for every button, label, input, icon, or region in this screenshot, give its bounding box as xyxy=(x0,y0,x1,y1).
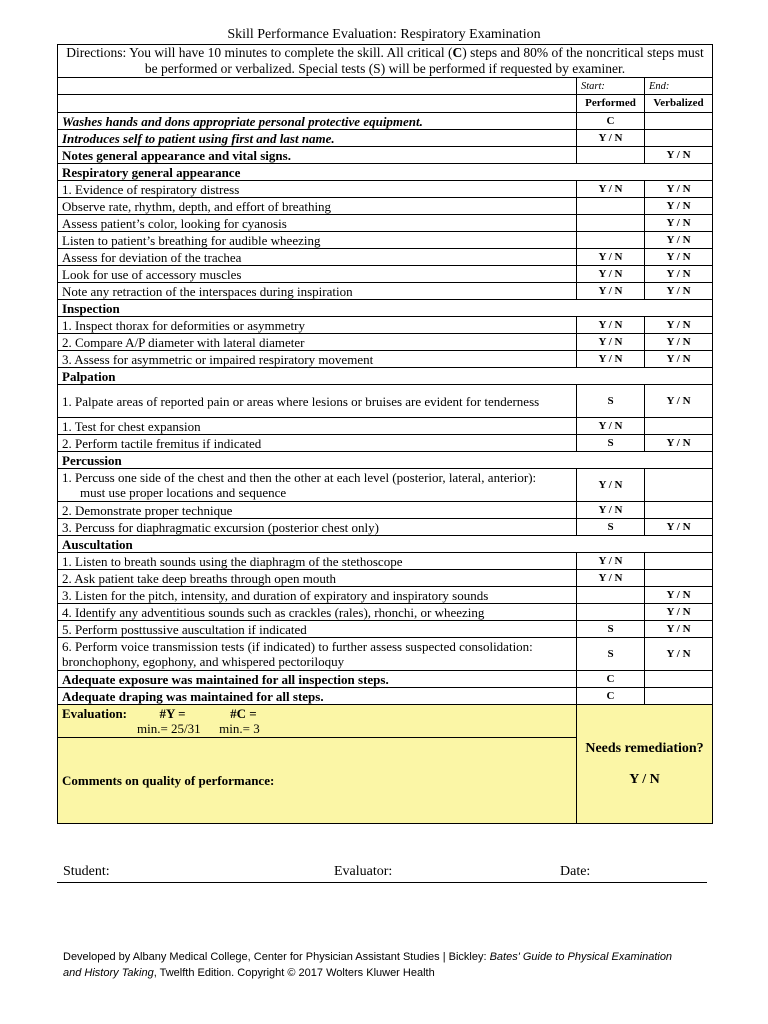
performed-cell[interactable] xyxy=(577,232,645,249)
performed-cell[interactable]: C xyxy=(577,113,645,130)
step-text: Notes general appearance and vital signs. xyxy=(58,147,577,164)
step-text: 1. Percuss one side of the chest and then the other at each level (posterior, lateral, anterior): must use proper locations and sequence xyxy=(58,469,577,502)
section-title: Inspection xyxy=(58,300,713,317)
step-text: 2. Demonstrate proper technique xyxy=(58,502,577,519)
performed-cell[interactable]: Y / N xyxy=(577,418,645,435)
performed-cell[interactable]: Y / N xyxy=(577,334,645,351)
table-row xyxy=(58,519,713,536)
end-label: End: xyxy=(645,78,713,95)
table-row xyxy=(58,317,713,334)
verbalized-cell[interactable]: Y / N xyxy=(645,249,713,266)
table-row xyxy=(58,385,713,418)
performed-cell[interactable]: Y / N xyxy=(577,249,645,266)
performed-cell[interactable]: C xyxy=(577,671,645,688)
performed-cell[interactable]: S xyxy=(577,385,645,418)
table-row xyxy=(58,249,713,266)
step-text: 1. Palpate areas of reported pain or areas where lesions or bruises are evident for tenderness xyxy=(58,385,577,418)
performed-cell[interactable]: Y / N xyxy=(577,283,645,300)
section-title: Auscultation xyxy=(58,536,713,553)
performed-cell[interactable]: Y / N xyxy=(577,266,645,283)
performed-cell[interactable] xyxy=(577,587,645,604)
verbalized-cell[interactable] xyxy=(645,418,713,435)
step-text: 3. Assess for asymmetric or impaired respiratory movement xyxy=(58,351,577,368)
comments-label: Comments on quality of performance: xyxy=(62,773,275,788)
table-row xyxy=(58,553,713,570)
verbalized-cell[interactable]: Y / N xyxy=(645,266,713,283)
verbalized-cell[interactable]: Y / N xyxy=(645,351,713,368)
step-text: Listen to patient’s breathing for audible wheezing xyxy=(58,232,577,249)
directions-row xyxy=(58,45,713,78)
student-label: Student: xyxy=(63,864,110,879)
verbalized-cell[interactable]: Y / N xyxy=(645,435,713,452)
performed-cell[interactable] xyxy=(577,198,645,215)
performed-cell[interactable]: C xyxy=(577,688,645,705)
verbalized-cell[interactable] xyxy=(645,469,713,502)
table-row xyxy=(58,638,713,671)
performed-cell[interactable]: S xyxy=(577,638,645,671)
step-text: 1. Inspect thorax for deformities or asymmetry xyxy=(58,317,577,334)
performed-cell[interactable]: S xyxy=(577,435,645,452)
table-row xyxy=(58,469,713,502)
table-row xyxy=(58,334,713,351)
table-row xyxy=(58,215,713,232)
verbalized-cell[interactable] xyxy=(645,671,713,688)
performed-cell[interactable]: S xyxy=(577,519,645,536)
section-header-row xyxy=(58,300,713,317)
table-row xyxy=(58,147,713,164)
verbalized-cell[interactable] xyxy=(645,113,713,130)
performed-cell[interactable]: S xyxy=(577,621,645,638)
step-text: 4. Identify any adventitious sounds such as crackles (rales), rhonchi, or wheezing xyxy=(58,604,577,621)
section-title: Respiratory general appearance xyxy=(58,164,713,181)
table-row xyxy=(58,671,713,688)
verbalized-cell[interactable] xyxy=(645,570,713,587)
step-text: Adequate draping was maintained for all steps. xyxy=(58,688,577,705)
verbalized-cell[interactable]: Y / N xyxy=(645,519,713,536)
verbalized-cell[interactable]: Y / N xyxy=(645,317,713,334)
step-text: 3. Percuss for diaphragmatic excursion (posterior chest only) xyxy=(58,519,577,536)
verbalized-cell[interactable] xyxy=(645,502,713,519)
verbalized-cell[interactable] xyxy=(645,130,713,147)
verbalized-cell[interactable]: Y / N xyxy=(645,604,713,621)
comments-cell[interactable] xyxy=(58,738,577,824)
performed-cell[interactable] xyxy=(577,215,645,232)
remediation-value[interactable]: Y / N xyxy=(629,772,660,787)
table-row xyxy=(58,621,713,638)
table-row xyxy=(58,418,713,435)
verbalized-cell[interactable] xyxy=(645,553,713,570)
min-c-value: min.= 3 xyxy=(219,721,260,736)
signature-line xyxy=(57,882,707,883)
step-text: Introduces self to patient using first and last name. xyxy=(58,130,577,147)
performed-header: Performed xyxy=(577,95,645,113)
evaluation-cell[interactable] xyxy=(58,705,577,738)
section-title: Percussion xyxy=(58,452,713,469)
table-row xyxy=(58,502,713,519)
step-text: Washes hands and dons appropriate personal protective equipment. xyxy=(58,113,577,130)
evaluator-label: Evaluator: xyxy=(334,864,393,879)
directions: Directions: You will have 10 minutes to complete the skill. All critical (C) steps and 80% of the noncritical steps must be performed or verbalized. Special tests (S) will be performed if requested by examiner. xyxy=(58,45,713,78)
section-header-row xyxy=(58,368,713,385)
step-text: Observe rate, rhythm, depth, and effort of breathing xyxy=(58,198,577,215)
y-count-label: #Y = xyxy=(159,706,186,721)
evaluation-table xyxy=(57,44,713,824)
performed-cell[interactable]: Y / N xyxy=(577,130,645,147)
step-text: 1. Evidence of respiratory distress xyxy=(58,181,577,198)
table-row xyxy=(58,435,713,452)
section-header-row xyxy=(58,536,713,553)
c-count-label: #C = xyxy=(230,706,257,721)
step-text: 1. Test for chest expansion xyxy=(58,418,577,435)
section-header-row xyxy=(58,164,713,181)
section-header-row xyxy=(58,452,713,469)
verbalized-cell[interactable]: Y / N xyxy=(645,587,713,604)
table-row xyxy=(58,232,713,249)
step-text: 2. Compare A/P diameter with lateral diameter xyxy=(58,334,577,351)
performed-cell[interactable] xyxy=(577,604,645,621)
footer-credit: Developed by Albany Medical College, Center for Physician Assistant Studies | Bickley: Bates' Guide to Physical Examination and History Taking, Twelfth Edition. Copyright © 2017 Wolters Kluwer Health xyxy=(63,951,673,979)
verbalized-cell[interactable]: Y / N xyxy=(645,621,713,638)
verbalized-cell[interactable]: Y / N xyxy=(645,334,713,351)
table-row xyxy=(58,570,713,587)
table-row xyxy=(58,604,713,621)
min-y-value: min.= 25/31 xyxy=(137,721,201,736)
performed-cell[interactable]: Y / N xyxy=(577,351,645,368)
section-title: Palpation xyxy=(58,368,713,385)
verbalized-cell[interactable]: Y / N xyxy=(645,385,713,418)
step-text: 1. Listen to breath sounds using the diaphragm of the stethoscope xyxy=(58,553,577,570)
needs-remediation-label: Needs remediation? xyxy=(585,741,704,756)
column-header-row xyxy=(58,95,713,113)
table-row xyxy=(58,587,713,604)
start-label: Start: xyxy=(577,78,645,95)
date-label: Date: xyxy=(560,864,591,879)
verbalized-cell[interactable]: Y / N xyxy=(645,638,713,671)
performed-cell[interactable]: Y / N xyxy=(577,553,645,570)
step-text: Adequate exposure was maintained for all inspection steps. xyxy=(58,671,577,688)
performed-cell[interactable]: Y / N xyxy=(577,317,645,334)
step-text: 5. Perform posttussive auscultation if indicated xyxy=(58,621,577,638)
table-row xyxy=(58,283,713,300)
verbalized-header: Verbalized xyxy=(645,95,713,113)
table-row xyxy=(58,198,713,215)
needs-remediation-cell[interactable] xyxy=(577,705,713,824)
step-text: Look for use of accessory muscles xyxy=(58,266,577,283)
performed-cell[interactable]: Y / N xyxy=(577,570,645,587)
verbalized-cell[interactable]: Y / N xyxy=(645,198,713,215)
start-end-row xyxy=(58,78,713,95)
table-row xyxy=(58,688,713,705)
performed-cell[interactable] xyxy=(577,147,645,164)
performed-cell[interactable]: Y / N xyxy=(577,502,645,519)
step-text: 2. Perform tactile fremitus if indicated xyxy=(58,435,577,452)
performed-cell[interactable]: Y / N xyxy=(577,469,645,502)
verbalized-cell[interactable]: Y / N xyxy=(645,215,713,232)
step-text: Note any retraction of the interspaces during inspiration xyxy=(58,283,577,300)
evaluation-row xyxy=(58,705,713,738)
table-row xyxy=(58,266,713,283)
table-row xyxy=(58,181,713,198)
performed-cell[interactable]: Y / N xyxy=(577,181,645,198)
step-text: Assess patient’s color, looking for cyanosis xyxy=(58,215,577,232)
verbalized-cell[interactable] xyxy=(645,688,713,705)
step-text: 2. Ask patient take deep breaths through open mouth xyxy=(58,570,577,587)
verbalized-cell[interactable]: Y / N xyxy=(645,147,713,164)
step-text: 3. Listen for the pitch, intensity, and duration of expiratory and inspiratory sounds xyxy=(58,587,577,604)
step-text: 6. Perform voice transmission tests (if indicated) to further assess suspected consolidation: bronchophony, egophony, and whispered pectoriloquy xyxy=(58,638,577,671)
table-row xyxy=(58,113,713,130)
table-row xyxy=(58,130,713,147)
verbalized-cell[interactable]: Y / N xyxy=(645,232,713,249)
step-text: Assess for deviation of the trachea xyxy=(58,249,577,266)
table-row xyxy=(58,351,713,368)
verbalized-cell[interactable]: Y / N xyxy=(645,283,713,300)
page-title: Skill Performance Evaluation: Respiratory Examination xyxy=(227,27,541,42)
evaluation-label: Evaluation: xyxy=(62,706,128,721)
verbalized-cell[interactable]: Y / N xyxy=(645,181,713,198)
